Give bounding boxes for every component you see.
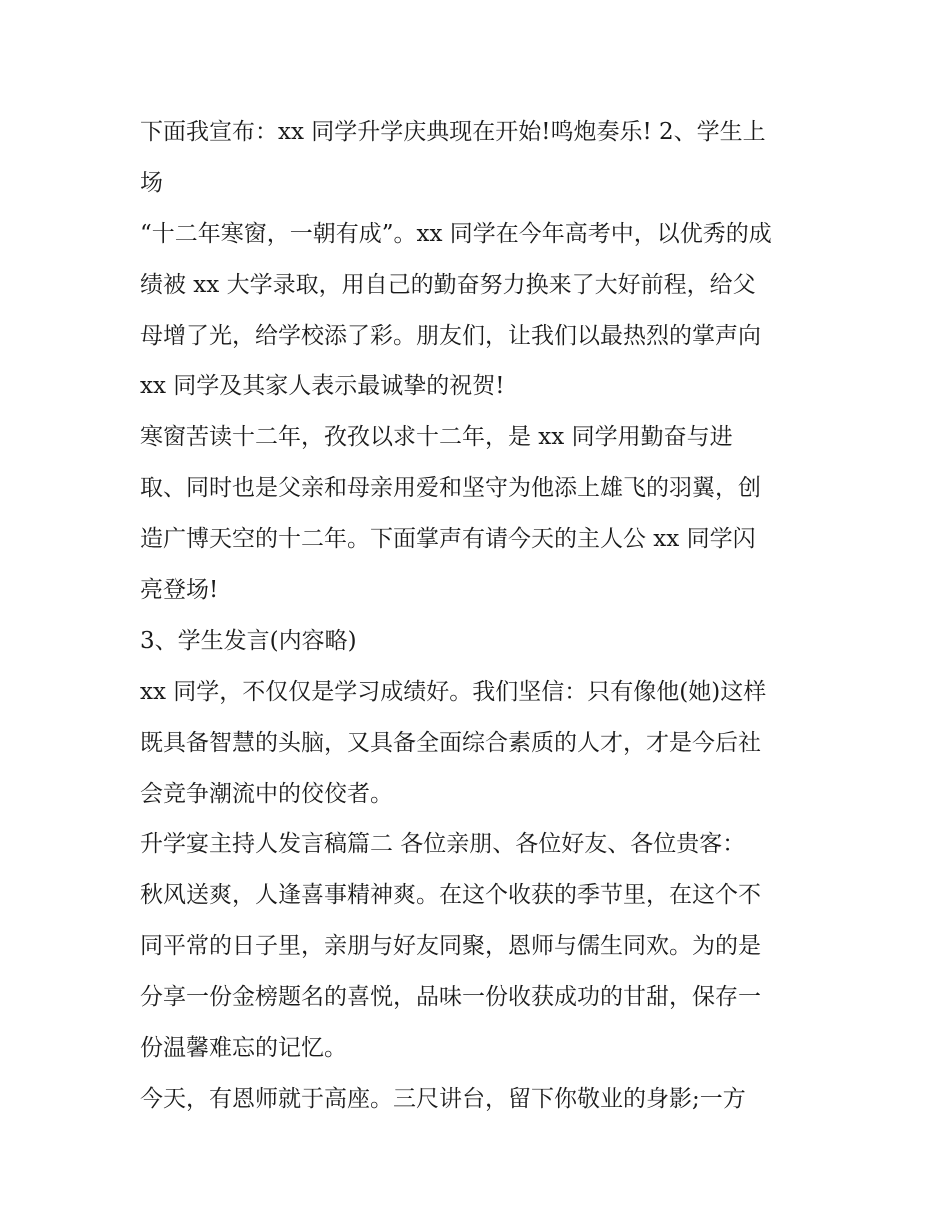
text-line: 分享一份金榜题名的喜悦，品味一份收获成功的甘甜，保存一 [140,984,761,1011]
text-line: 母增了光，给学校添了彩。朋友们，让我们以最热烈的掌声向 [140,322,761,349]
text-line: 会竞争潮流中的佼佼者。 [140,780,393,807]
text-line: 同平常的日子里，亲朋与好友同聚，恩师与儒生同欢。为的是 [140,933,761,960]
text-line: 亮登场! [140,577,219,604]
text-line: 取、同时也是父亲和母亲用爱和坚守为他添上雄飞的羽翼，创 [140,475,761,502]
text-line: 造广博天空的十二年。下面掌声有请今天的主人公 xx 同学闪 [140,526,756,553]
section-heading: 3、学生发言(内容略) [140,627,357,654]
text-line: 场 [140,169,163,196]
text-line: 秋风送爽，人逢喜事精神爽。在这个收获的季节里，在这个不 [140,882,761,909]
text-line: 升学宴主持人发言稿篇二 各位亲朋、各位好友、各位贵客： [140,831,746,858]
text-line: 下面我宣布：xx 同学升学庆典现在开始!鸣炮奏乐! 2、学生上 [140,119,766,145]
text-line: 绩被 xx 大学录取，用自己的勤奋努力换来了大好前程，给父 [140,271,756,298]
text-line: 份温馨难忘的记忆。 [140,1035,347,1062]
text-line: 今天，有恩师就于高座。三尺讲台，留下你敬业的身影;一方 [140,1085,746,1112]
text-line: xx 同学，不仅仅是学习成绩好。我们坚信：只有像他(她)这样 [140,678,767,705]
text-line: 既具备智慧的头脑，又具备全面综合素质的人才，才是今后社 [140,729,761,756]
text-line: “十二年寒窗，一朝有成”。xx 同学在今年高考中，以优秀的成 [140,220,772,247]
document-body [140,107,820,1125]
text-line: 寒窗苦读十二年，孜孜以求十二年，是 xx 同学用勤奋与进 [140,424,733,451]
text-line: xx 同学及其家人表示最诚挚的祝贺! [140,373,505,400]
